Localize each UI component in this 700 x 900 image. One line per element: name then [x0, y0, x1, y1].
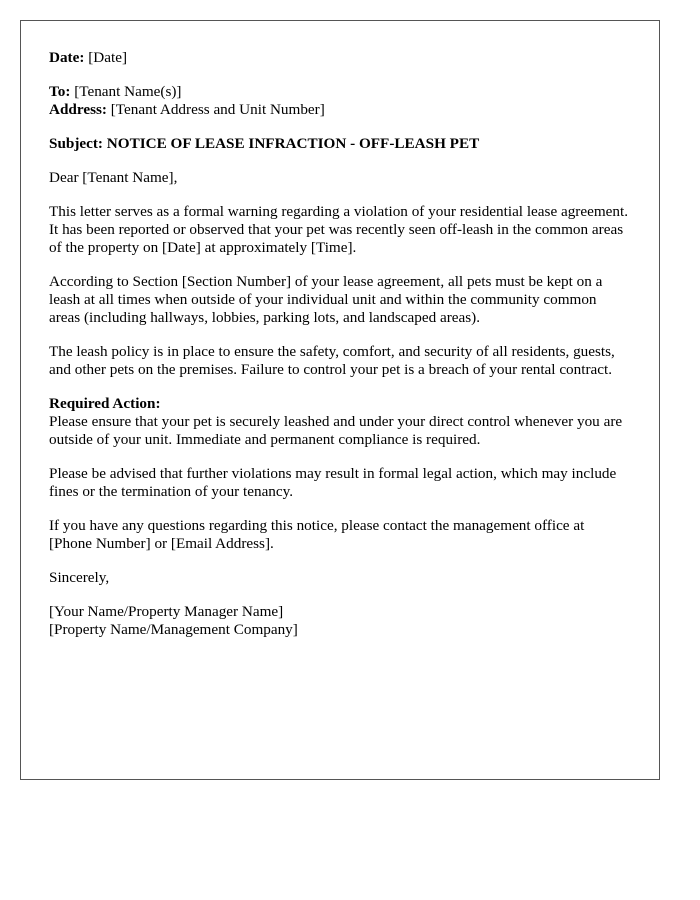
subject-line: Subject: NOTICE OF LEASE INFRACTION - OFF-LEASH PET: [49, 135, 480, 152]
to-value: [Tenant Name(s)]: [70, 83, 182, 100]
date-label: Date:: [49, 49, 85, 66]
required-action-heading: Required Action:: [49, 395, 161, 412]
address-line: [49, 101, 631, 119]
paragraph-violation: This letter serves as a formal warning regarding a violation of your residential lease agreement. It has been reported or observed that your pet was recently seen off-leash in the common areas of the property on [Date] at approximately [Time].: [49, 203, 629, 256]
signoff: Sincerely,: [49, 569, 110, 586]
paragraph-consequences: Please be advised that further violations may result in formal legal action, which may include fines or the termination of your tenancy.: [49, 465, 617, 500]
salutation: Dear [Tenant Name],: [49, 169, 178, 186]
paragraph-policy: The leash policy is in place to ensure the safety, comfort, and security of all residents, guests, and other pets on the premises. Failure to control your pet is a breach of your rental contract.: [49, 343, 615, 378]
address-label: Address:: [49, 101, 107, 118]
required-action-block: [49, 395, 631, 449]
paragraph-contact: If you have any questions regarding this notice, please contact the management office at [Phone Number] or [Email Address].: [49, 517, 585, 552]
signer-name: [Your Name/Property Manager Name]: [49, 603, 284, 620]
signer-company: [Property Name/Management Company]: [49, 621, 298, 638]
to-label: To:: [49, 83, 71, 100]
date-value: [Date]: [84, 49, 128, 66]
signature-block: [49, 603, 631, 639]
date-line: [49, 49, 631, 67]
to-line: [49, 83, 631, 101]
address-value: [Tenant Address and Unit Number]: [106, 101, 325, 118]
recipient-block: [49, 83, 631, 119]
required-action-text: Please ensure that your pet is securely leashed and under your direct control whenever you are outside of your unit. Immediate and permanent compliance is required.: [49, 413, 623, 448]
paragraph-lease-section: According to Section [Section Number] of your lease agreement, all pets must be kept on a leash at all times when outside of your individual unit and within the community common areas (including hallways, lobbies, parking lots, and landscaped areas).: [49, 273, 603, 326]
letter-page: [20, 20, 660, 780]
